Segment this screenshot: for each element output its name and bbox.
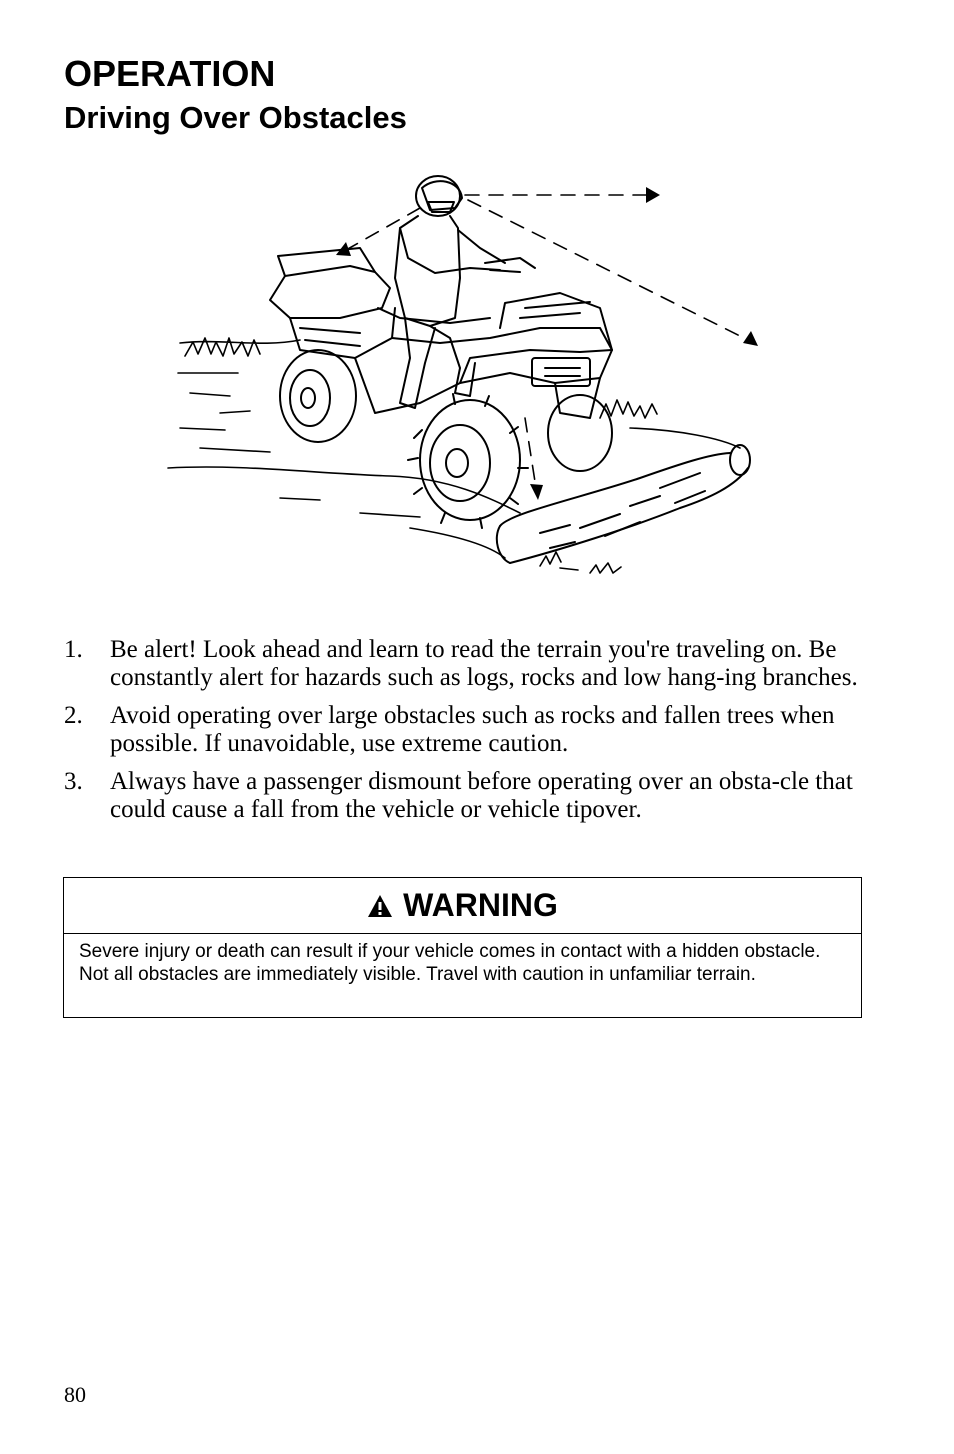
list-item [64, 702, 864, 758]
page-number: 80 [64, 1382, 86, 1407]
section-title: OPERATION [64, 53, 276, 94]
atv-rider-illustration [160, 168, 780, 596]
list-item [64, 768, 864, 824]
list-item [64, 636, 864, 692]
far-front-wheel [548, 395, 612, 471]
warning-triangle-icon [367, 894, 393, 918]
log [497, 445, 750, 563]
step-text: Avoid operating over large obstacles such as rocks and fallen trees when possible. If unavoidable, use extreme caution. [110, 702, 835, 757]
warning-header [64, 878, 861, 934]
warning-text: Severe injury or death can result if your vehicle comes in contact with a hidden obstacle. Not all obstacles are immediately visible. Travel with caution in unfamiliar terrain. [79, 941, 821, 985]
step-number: 2. [64, 702, 83, 729]
step-number: 3. [64, 768, 83, 795]
step-text: Be alert! Look ahead and learn to read the terrain you're traveling on. Be constantly alert for hazards such as logs, rocks and low hang-ing branches. [110, 636, 858, 691]
step-text: Always have a passenger dismount before operating over an obsta-cle that could cause a fall from the vehicle or vehicle tipover. [110, 768, 853, 823]
ground [168, 338, 740, 573]
sight-lines [346, 195, 748, 488]
step-number: 1. [64, 636, 83, 663]
warning-box [63, 877, 862, 1018]
warning-title: WARNING [403, 887, 558, 923]
page-title: Driving Over Obstacles [64, 100, 407, 135]
rear-wheel [280, 350, 356, 442]
instruction-list [64, 636, 864, 834]
